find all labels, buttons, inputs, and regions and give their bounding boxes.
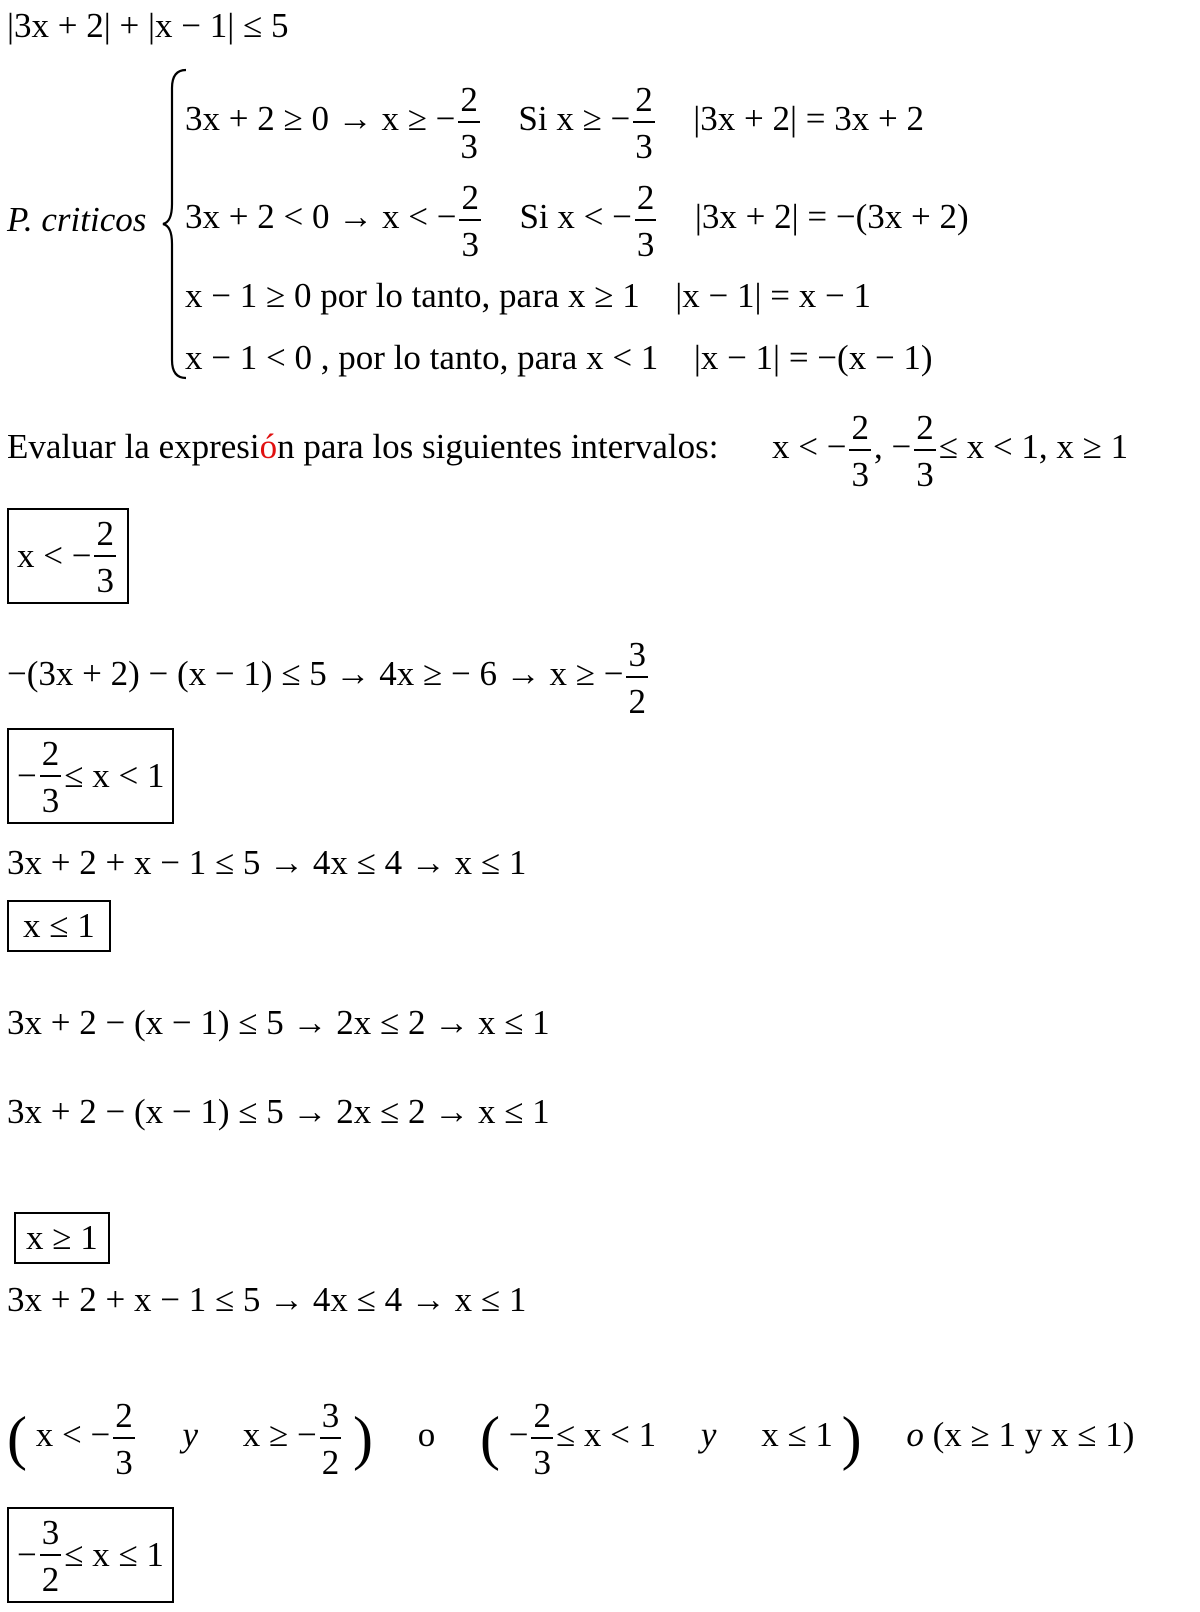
fraction: $\frac{2}{3}$ [96, 514, 114, 600]
interval-3: ≤ x < 1, x ≥ 1 [938, 427, 1129, 467]
fraction: $\frac{3}{2}$ [321, 1395, 340, 1482]
fraction: $\frac{3}{2}$ [41, 1513, 60, 1599]
criticos-row-1-result: |3x + 2| = 3x + 2 [693, 99, 925, 139]
union-p2-a: − [508, 1415, 529, 1454]
criticos-row-4 [185, 338, 933, 378]
fraction: $\frac{2}{3}$ [636, 178, 655, 264]
evaluar-text-suffix: n para los siguientes intervalos: [277, 427, 719, 467]
problem-statement: |3x + 2| + |x − 1| ≤ 5 [7, 6, 289, 45]
union-p2-c: x ≤ 1 [761, 1415, 833, 1454]
criticos-row-1-si: Si x ≥ − [518, 99, 631, 139]
case-2-equation: 3x + 2 + x − 1 ≤ 5 → 4x ≤ 4 → x ≤ 1 [7, 843, 527, 882]
criticos-row-1 [185, 80, 924, 164]
fraction: $\frac{2}{3}$ [635, 80, 653, 166]
criticos-row-3-cond: x − 1 ≥ 0 por lo tanto, para x ≥ 1 [185, 276, 640, 315]
criticos-row-4-result: |x − 1| = −(x − 1) [693, 338, 933, 377]
union-p2-b: ≤ x < 1 [555, 1415, 657, 1454]
evaluar-line [7, 408, 1128, 492]
criticos-row-1-cond: 3x + 2 ≥ 0 → x ≥ − [185, 99, 456, 139]
case-1-box [7, 508, 129, 604]
criticos-row-4-cond: x − 1 < 0 , por lo tanto, para x < 1 [185, 338, 659, 377]
interval-2: , − [873, 427, 912, 467]
union-o-1: o [417, 1415, 436, 1454]
criticos-row-3 [185, 276, 871, 316]
fraction: $\frac{2}{3}$ [41, 734, 60, 820]
fraction: $\frac{2}{3}$ [916, 408, 934, 494]
case-3-box: x ≤ 1 [7, 900, 111, 952]
fraction: $\frac{2}{3}$ [533, 1395, 551, 1482]
fraction: $\frac{2}{3}$ [460, 80, 478, 166]
criticos-row-2-result: |3x + 2| = −(3x + 2) [694, 197, 969, 237]
case-2-label: ≤ x < 1 [64, 756, 165, 795]
union-y-2: y [700, 1415, 717, 1454]
evaluar-text-red: ó [259, 427, 278, 467]
union-y-1: y [182, 1415, 199, 1454]
case-1-equation [7, 635, 651, 719]
criticos-row-3-result: |x − 1| = x − 1 [675, 276, 871, 315]
criticos-row-2-si: Si x < − [519, 197, 632, 237]
union-p3: (x ≥ 1 y x ≤ 1) [932, 1415, 1135, 1454]
fraction: $\frac{2}{3}$ [115, 1395, 133, 1482]
case-4-equation: 3x + 2 + x − 1 ≤ 5 → 4x ≤ 4 → x ≤ 1 [7, 1280, 527, 1319]
criticos-label [7, 200, 146, 240]
case-2-box: − $\frac{2}{3}$ ≤ x < 1 [7, 728, 174, 824]
case-3-equation-1: 3x + 2 − (x − 1) ≤ 5 → 2x ≤ 2 → x ≤ 1 [7, 1003, 550, 1042]
final-answer-label: ≤ x ≤ 1 [64, 1535, 164, 1574]
case-4-box: x ≥ 1 [14, 1212, 110, 1264]
interval-1: x < − [771, 427, 847, 467]
union-p1-a: x < − [35, 1415, 111, 1454]
union-o-2: o [906, 1415, 924, 1454]
fraction: $\frac{2}{3}$ [461, 178, 479, 264]
fraction: $\frac{2}{3}$ [851, 408, 869, 494]
final-answer-box: − $\frac{3}{2}$ ≤ x ≤ 1 [7, 1507, 174, 1603]
case-1-label: x < − [17, 536, 92, 575]
union-line: ( x < − $\frac{2}{3}$ y x ≥ − $\frac{3}{2}$ ) o ( − $\frac{2}{3}$ ≤ x < 1 y x ≤ 1 ) o (x ≥ 1 y x ≤ 1) [7, 1395, 1135, 1482]
criticos-row-2-cond: 3x + 2 < 0 → x < − [185, 197, 457, 237]
criticos-label-text: P. criticos [7, 200, 147, 239]
fraction: $\frac{3}{2}$ [628, 635, 646, 721]
evaluar-text-prefix: Evaluar la expresi [7, 427, 260, 467]
case-3-equation-2: 3x + 2 − (x − 1) ≤ 5 → 2x ≤ 2 → x ≤ 1 [7, 1092, 550, 1131]
criticos-row-2 [185, 178, 969, 262]
union-p1-b: x ≥ − [242, 1415, 317, 1454]
case-1-eq-text: −(3x + 2) − (x − 1) ≤ 5 → 4x ≥ − 6 → x ≥ − [7, 654, 624, 694]
